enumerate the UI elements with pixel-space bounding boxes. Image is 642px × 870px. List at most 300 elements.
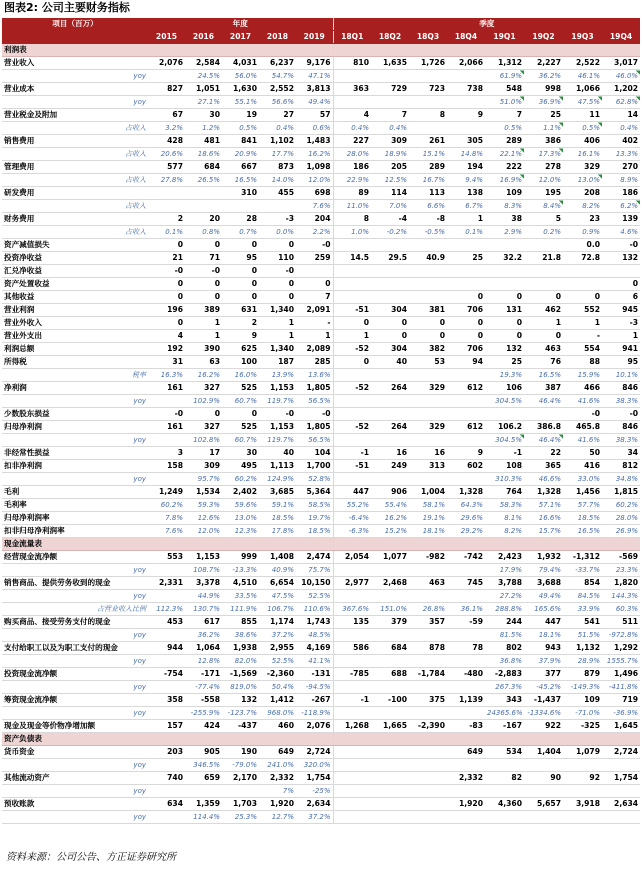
value-cell: 846 (602, 421, 640, 434)
value-cell: 1.0% (333, 226, 371, 239)
row-label: 占收入 (2, 148, 148, 161)
value-cell: 27.8% (148, 174, 185, 187)
value-cell: -52 (333, 421, 371, 434)
header-group-row (2, 18, 640, 31)
value-cell: 37.2% (296, 811, 333, 824)
financial-indicators-table-container (2, 18, 640, 824)
value-cell: 463 (524, 343, 563, 356)
value-cell: 1,174 (259, 616, 296, 629)
value-cell: 1,754 (602, 772, 640, 785)
value-cell (371, 291, 409, 304)
value-cell: 511 (602, 616, 640, 629)
value-cell: 259 (296, 252, 333, 265)
ratio-row (2, 811, 640, 824)
value-cell: 112.3% (148, 603, 185, 616)
value-cell: 719 (602, 694, 640, 707)
value-cell: 13.0% (563, 174, 602, 187)
value-cell: 32.2 (485, 252, 524, 265)
section-filler-cell (148, 44, 185, 57)
value-cell: 358 (148, 694, 185, 707)
value-cell: 2,227 (524, 57, 563, 70)
value-cell (371, 707, 409, 720)
value-cell (148, 564, 185, 577)
value-cell: 7 (485, 109, 524, 122)
value-cell: 244 (485, 616, 524, 629)
row-label: yoy (2, 473, 148, 486)
value-cell: -79.0% (222, 759, 259, 772)
value-cell: 119.7% (259, 434, 296, 447)
header-year-2019: 2019 (296, 31, 333, 44)
value-cell: 304.5% (485, 395, 524, 408)
header-item-label: 项目（百万） (2, 18, 148, 31)
value-cell: 26.8% (409, 603, 447, 616)
value-cell: 8 (333, 213, 371, 226)
value-cell (148, 434, 185, 447)
value-cell: -51 (333, 304, 371, 317)
value-cell: 82.0% (222, 655, 259, 668)
row-label: 净利润 (2, 382, 148, 395)
table-row (2, 408, 640, 421)
value-cell: 49.4% (524, 590, 563, 603)
value-cell: 81.5% (485, 629, 524, 642)
value-cell: 625 (222, 343, 259, 356)
value-cell (447, 408, 485, 421)
value-cell: 12.7% (259, 811, 296, 824)
value-cell: 270 (602, 161, 640, 174)
value-cell: 706 (447, 304, 485, 317)
value-cell: -1,784 (409, 668, 447, 681)
value-cell: 78 (447, 642, 485, 655)
section-label: 利润表 (2, 44, 148, 57)
value-cell: 102.8% (185, 434, 222, 447)
row-label: 筹资现金流净额 (2, 694, 148, 707)
value-cell: 0 (485, 317, 524, 330)
value-cell: 13.6% (296, 369, 333, 382)
value-cell: 1,805 (296, 421, 333, 434)
value-cell: 1,920 (259, 798, 296, 811)
row-label: yoy (2, 759, 148, 772)
value-cell: 0.6% (296, 122, 333, 135)
row-label: yoy (2, 395, 148, 408)
value-cell: 92 (563, 772, 602, 785)
value-cell (524, 811, 563, 824)
value-cell: 346.5% (185, 759, 222, 772)
value-cell: 2,089 (296, 343, 333, 356)
value-cell: 0 (409, 330, 447, 343)
value-cell: 9,176 (296, 57, 333, 70)
row-label: 现金及现金等价物净增加额 (2, 720, 148, 733)
value-cell: -52 (333, 343, 371, 356)
value-cell: 3,918 (563, 798, 602, 811)
value-cell (333, 395, 371, 408)
value-cell: 29.5 (371, 252, 409, 265)
row-label: 支付给职工以及为职工支付的现金 (2, 642, 148, 655)
value-cell: -754 (148, 668, 185, 681)
value-cell: 15.9% (563, 369, 602, 382)
value-cell: 25 (485, 356, 524, 369)
table-row (2, 252, 640, 265)
section-filler-cell (602, 733, 640, 746)
value-cell: 462 (524, 304, 563, 317)
value-cell: 968.0% (259, 707, 296, 720)
value-cell: 846 (602, 382, 640, 395)
value-cell: 0 (296, 278, 333, 291)
value-cell: 34 (602, 447, 640, 460)
value-cell: 16 (371, 447, 409, 460)
value-cell: 1,113 (259, 460, 296, 473)
value-cell: 64.3% (447, 499, 485, 512)
table-row (2, 343, 640, 356)
header-quarterly-group: 季度 (333, 18, 640, 31)
value-cell: 1,726 (409, 57, 447, 70)
value-cell: 2,332 (447, 772, 485, 785)
value-cell: 16.3% (148, 369, 185, 382)
value-cell: -131 (296, 668, 333, 681)
value-cell: 855 (222, 616, 259, 629)
value-cell: 95 (222, 252, 259, 265)
value-cell: 52.5% (259, 655, 296, 668)
ratio-row (2, 564, 640, 577)
value-cell: 108 (485, 460, 524, 473)
value-cell (333, 408, 371, 421)
value-cell (371, 369, 409, 382)
row-label: yoy (2, 590, 148, 603)
value-cell: 4 (148, 330, 185, 343)
value-cell: 16.0% (222, 369, 259, 382)
value-cell: 4,169 (296, 642, 333, 655)
section-filler-cell (524, 44, 563, 57)
value-cell (148, 655, 185, 668)
value-cell: 110.6% (296, 603, 333, 616)
value-cell: 12.3% (222, 525, 259, 538)
row-label: yoy (2, 655, 148, 668)
row-label: 税率 (2, 369, 148, 382)
value-cell: 194 (447, 161, 485, 174)
value-cell: 89 (333, 187, 371, 200)
value-cell: 41.6% (563, 434, 602, 447)
value-cell: 28.0% (333, 148, 371, 161)
value-cell: 2,076 (296, 720, 333, 733)
value-cell: 60.2% (148, 499, 185, 512)
value-cell: 131 (485, 304, 524, 317)
value-cell (148, 200, 185, 213)
value-cell: 58.5% (296, 499, 333, 512)
header-year-2017: 2017 (222, 31, 259, 44)
value-cell: 1,202 (602, 83, 640, 96)
table-row (2, 746, 640, 759)
value-cell: 88 (563, 356, 602, 369)
value-cell: 4.6% (602, 226, 640, 239)
value-cell: 16.2% (185, 369, 222, 382)
value-cell (371, 629, 409, 642)
value-cell: 0 (185, 239, 222, 252)
row-label: 货币资金 (2, 746, 148, 759)
value-cell (371, 655, 409, 668)
value-cell: 109 (563, 694, 602, 707)
section-filler-cell (185, 733, 222, 746)
value-cell: 16.5% (524, 369, 563, 382)
value-cell: -171 (185, 668, 222, 681)
value-cell: 61.9% (485, 70, 524, 83)
value-cell: 3.2% (148, 122, 185, 135)
value-cell: 24365.6% (485, 707, 524, 720)
value-cell: 54.7% (259, 70, 296, 83)
value-cell (409, 655, 447, 668)
value-cell (409, 369, 447, 382)
header-year-2016: 2016 (185, 31, 222, 44)
value-cell: 36.8% (485, 655, 524, 668)
value-cell: 22.1% (485, 148, 524, 161)
section-filler-cell (259, 538, 296, 551)
value-cell: 1,754 (296, 772, 333, 785)
value-cell: 14.0% (259, 174, 296, 187)
table-row (2, 616, 640, 629)
value-cell: 60.2% (222, 473, 259, 486)
value-cell: 945 (602, 304, 640, 317)
value-cell: 0.7% (222, 226, 259, 239)
value-cell: 802 (485, 642, 524, 655)
value-cell: 157 (148, 720, 185, 733)
value-cell: 612 (447, 382, 485, 395)
value-cell: -742 (447, 551, 485, 564)
value-cell: 12.0% (524, 174, 563, 187)
value-cell: -77.4% (185, 681, 222, 694)
value-cell: 0 (185, 278, 222, 291)
value-cell: 553 (148, 551, 185, 564)
table-row (2, 278, 640, 291)
table-row (2, 382, 640, 395)
value-cell: 2,634 (602, 798, 640, 811)
value-cell: -4 (371, 213, 409, 226)
value-cell: 377 (524, 668, 563, 681)
section-filler-cell (524, 733, 563, 746)
value-cell: 24.5% (185, 70, 222, 83)
value-cell (447, 629, 485, 642)
value-cell: 192 (148, 343, 185, 356)
value-cell: 1,700 (296, 460, 333, 473)
value-cell: 67 (148, 109, 185, 122)
value-cell: -83 (447, 720, 485, 733)
value-cell: 12.8% (185, 655, 222, 668)
value-cell: 110 (259, 252, 296, 265)
value-cell: 186 (333, 161, 371, 174)
value-cell: 854 (563, 577, 602, 590)
value-cell: 59.1% (259, 499, 296, 512)
value-cell: 841 (222, 135, 259, 148)
value-cell (333, 70, 371, 83)
value-cell: 0 (148, 239, 185, 252)
value-cell: 59.6% (222, 499, 259, 512)
ratio-row (2, 759, 640, 772)
value-cell: 0 (333, 317, 371, 330)
value-cell: 46.6% (524, 473, 563, 486)
value-cell: 36.1% (447, 603, 485, 616)
row-label: 资产减值损失 (2, 239, 148, 252)
value-cell: 406 (563, 135, 602, 148)
value-cell (371, 70, 409, 83)
value-cell: 466 (563, 382, 602, 395)
value-cell (409, 746, 447, 759)
value-cell (409, 70, 447, 83)
row-label: yoy (2, 564, 148, 577)
row-label: 归母净利润率 (2, 512, 148, 525)
value-cell: -0 (602, 408, 640, 421)
value-cell: 13.3% (602, 148, 640, 161)
value-cell: 29.6% (447, 512, 485, 525)
value-cell: -167 (485, 720, 524, 733)
value-cell: 46.0% (602, 70, 640, 83)
value-cell (148, 785, 185, 798)
value-cell: 60.7% (222, 434, 259, 447)
ratio-row (2, 655, 640, 668)
value-cell: 320.0% (296, 759, 333, 772)
value-cell: 0 (409, 317, 447, 330)
value-cell: 23 (563, 213, 602, 226)
value-cell (409, 681, 447, 694)
row-label: 扣非归母净利润率 (2, 525, 148, 538)
section-filler-cell (296, 538, 333, 551)
value-cell: 0.4% (259, 122, 296, 135)
value-cell (447, 434, 485, 447)
value-cell: 19.3% (485, 369, 524, 382)
value-cell: 55.1% (222, 96, 259, 109)
value-cell: 1,404 (524, 746, 563, 759)
ratio-row (2, 434, 640, 447)
table-row (2, 642, 640, 655)
header-year-2018: 2018 (259, 31, 296, 44)
value-cell: 195 (524, 187, 563, 200)
row-label: 占营业收入比例 (2, 603, 148, 616)
value-cell: 21.8 (524, 252, 563, 265)
section-filler-cell (371, 44, 409, 57)
value-cell (371, 278, 409, 291)
value-cell (409, 265, 447, 278)
ratio-row (2, 200, 640, 213)
value-cell: 58.1% (409, 499, 447, 512)
value-cell: 0 (148, 291, 185, 304)
row-label: 研发费用 (2, 187, 148, 200)
value-cell: -123.7% (222, 707, 259, 720)
value-cell: 10.1% (602, 369, 640, 382)
value-cell: 18.5% (259, 512, 296, 525)
value-cell: 12.6% (185, 512, 222, 525)
value-cell: 0.4% (333, 122, 371, 135)
value-cell: 343 (485, 694, 524, 707)
section-filler-cell (333, 733, 371, 746)
value-cell: 1,359 (185, 798, 222, 811)
value-cell: 6.6% (409, 200, 447, 213)
value-cell: 261 (409, 135, 447, 148)
value-cell: -8 (409, 213, 447, 226)
value-cell: 1.1% (524, 122, 563, 135)
value-cell: - (563, 330, 602, 343)
value-cell: 47.1% (296, 70, 333, 83)
value-cell: 2,584 (185, 57, 222, 70)
value-cell: 2,066 (447, 57, 485, 70)
row-label: 预收账款 (2, 798, 148, 811)
value-cell: 1,153 (185, 551, 222, 564)
value-cell: 552 (563, 304, 602, 317)
value-cell: -0.2% (371, 226, 409, 239)
value-cell (333, 369, 371, 382)
value-cell: 943 (524, 642, 563, 655)
value-cell: 60.7% (222, 395, 259, 408)
value-cell: 6.7% (447, 200, 485, 213)
value-cell: 389 (185, 304, 222, 317)
value-cell: 1,098 (296, 161, 333, 174)
value-cell: 2,076 (148, 57, 185, 70)
value-cell (333, 811, 371, 824)
value-cell: 310 (222, 187, 259, 200)
value-cell: 2,724 (296, 746, 333, 759)
value-cell: 16.1% (563, 148, 602, 161)
value-cell: 309 (371, 135, 409, 148)
value-cell (524, 265, 563, 278)
value-cell: -0 (296, 239, 333, 252)
ratio-row (2, 525, 640, 538)
value-cell: 525 (222, 421, 259, 434)
section-filler-cell (485, 538, 524, 551)
value-cell: 14.8% (447, 148, 485, 161)
value-cell: 9 (222, 330, 259, 343)
value-cell (447, 473, 485, 486)
value-cell: 151.0% (371, 603, 409, 616)
value-cell: 2,724 (602, 746, 640, 759)
value-cell (409, 811, 447, 824)
value-cell (148, 681, 185, 694)
value-cell: 17.7% (259, 148, 296, 161)
value-cell: 827 (148, 83, 185, 96)
table-row (2, 447, 640, 460)
value-cell: 15.2% (371, 525, 409, 538)
value-cell: 3,813 (296, 83, 333, 96)
value-cell: 52.5% (296, 590, 333, 603)
header-quarter-18q1: 18Q1 (333, 31, 371, 44)
value-cell (409, 629, 447, 642)
value-cell (371, 395, 409, 408)
value-cell (485, 265, 524, 278)
value-cell (447, 278, 485, 291)
table-row (2, 551, 640, 564)
section-label: 现金流量表 (2, 538, 148, 551)
table-row (2, 694, 640, 707)
value-cell: 16.6% (524, 512, 563, 525)
value-cell (409, 434, 447, 447)
row-label: 销售商品、提供劳务收到的现金 (2, 577, 148, 590)
value-cell: 8.2% (563, 200, 602, 213)
section-filler-cell (259, 44, 296, 57)
value-cell: 4,360 (485, 798, 524, 811)
value-cell: 13.0% (222, 512, 259, 525)
row-label: yoy (2, 707, 148, 720)
value-cell: 106 (485, 382, 524, 395)
value-cell: 455 (259, 187, 296, 200)
value-cell: 94 (447, 356, 485, 369)
value-cell: 3,788 (485, 577, 524, 590)
value-cell: 878 (409, 642, 447, 655)
header-blank-cell (2, 31, 148, 44)
ratio-row (2, 226, 640, 239)
value-cell: 0 (185, 291, 222, 304)
value-cell (409, 785, 447, 798)
value-cell: 1 (259, 317, 296, 330)
value-cell (333, 707, 371, 720)
value-cell: 109 (485, 187, 524, 200)
value-cell: 7.0% (371, 200, 409, 213)
value-cell (333, 434, 371, 447)
value-cell: 819.0% (222, 681, 259, 694)
value-cell: 0.5% (222, 122, 259, 135)
